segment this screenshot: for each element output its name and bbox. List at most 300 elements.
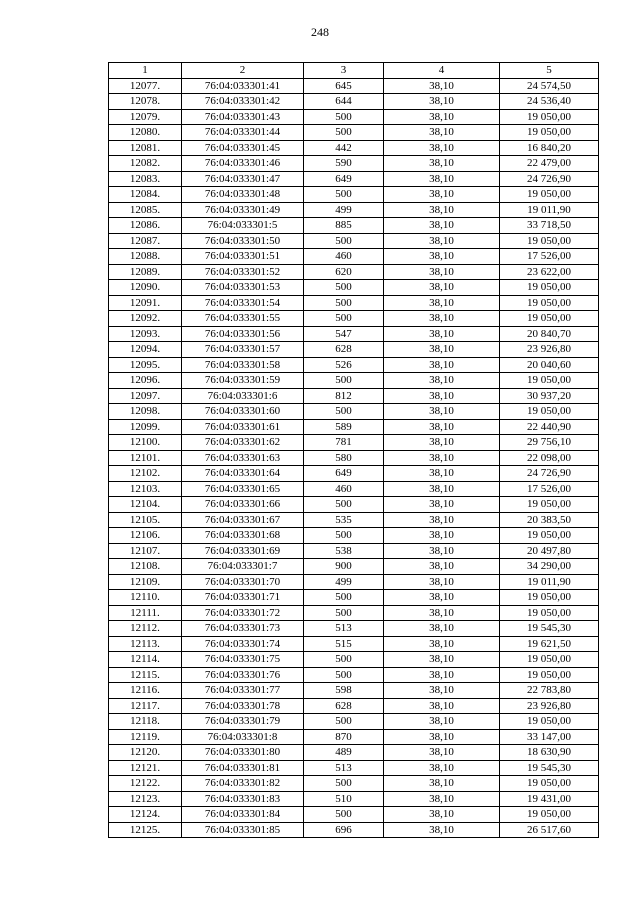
table-cell: 12089. <box>109 264 182 280</box>
table-cell: 12124. <box>109 807 182 823</box>
table-cell: 76:04:033301:77 <box>182 683 304 699</box>
table-row <box>109 187 599 203</box>
table-cell: 649 <box>304 466 384 482</box>
table-cell: 12088. <box>109 249 182 265</box>
table-row <box>109 94 599 110</box>
table-cell: 19 050,00 <box>500 125 599 141</box>
table-cell: 580 <box>304 450 384 466</box>
table-cell: 20 383,50 <box>500 512 599 528</box>
table-row <box>109 512 599 528</box>
table-cell: 12085. <box>109 202 182 218</box>
table-cell: 628 <box>304 342 384 358</box>
table-cell: 12119. <box>109 729 182 745</box>
table-row <box>109 404 599 420</box>
table-cell: 590 <box>304 156 384 172</box>
table-cell: 500 <box>304 404 384 420</box>
table-cell: 500 <box>304 125 384 141</box>
table-cell: 649 <box>304 171 384 187</box>
table-cell: 12093. <box>109 326 182 342</box>
table-cell: 23 622,00 <box>500 264 599 280</box>
table-cell: 38,10 <box>384 94 500 110</box>
table-cell: 500 <box>304 714 384 730</box>
table-cell: 38,10 <box>384 791 500 807</box>
table-cell: 12101. <box>109 450 182 466</box>
table-row <box>109 528 599 544</box>
table-cell: 23 926,80 <box>500 698 599 714</box>
table-cell: 38,10 <box>384 295 500 311</box>
table-cell: 499 <box>304 574 384 590</box>
table-cell: 500 <box>304 497 384 513</box>
table-cell: 781 <box>304 435 384 451</box>
table-cell: 500 <box>304 528 384 544</box>
table-row <box>109 109 599 125</box>
table-row <box>109 295 599 311</box>
table-cell: 38,10 <box>384 543 500 559</box>
table-cell: 38,10 <box>384 419 500 435</box>
table-cell: 12094. <box>109 342 182 358</box>
table-cell: 12104. <box>109 497 182 513</box>
table-cell: 19 050,00 <box>500 807 599 823</box>
table-row <box>109 450 599 466</box>
table-row <box>109 791 599 807</box>
table-cell: 76:04:033301:52 <box>182 264 304 280</box>
table-cell: 500 <box>304 373 384 389</box>
table-cell: 12115. <box>109 667 182 683</box>
table-cell: 76:04:033301:5 <box>182 218 304 234</box>
table-cell: 38,10 <box>384 481 500 497</box>
table-cell: 22 098,00 <box>500 450 599 466</box>
table-cell: 76:04:033301:78 <box>182 698 304 714</box>
table-cell: 38,10 <box>384 326 500 342</box>
table-cell: 12100. <box>109 435 182 451</box>
table-cell: 76:04:033301:71 <box>182 590 304 606</box>
table-row <box>109 760 599 776</box>
table-cell: 19 431,00 <box>500 791 599 807</box>
table-cell: 38,10 <box>384 652 500 668</box>
table-cell: 12099. <box>109 419 182 435</box>
table-cell: 12111. <box>109 605 182 621</box>
table-cell: 38,10 <box>384 388 500 404</box>
table-cell: 12103. <box>109 481 182 497</box>
table-row <box>109 435 599 451</box>
table-cell: 38,10 <box>384 156 500 172</box>
table-cell: 535 <box>304 512 384 528</box>
table-cell: 19 050,00 <box>500 280 599 296</box>
table-cell: 620 <box>304 264 384 280</box>
table-cell: 12122. <box>109 776 182 792</box>
table-cell: 885 <box>304 218 384 234</box>
table-cell: 19 621,50 <box>500 636 599 652</box>
table-cell: 12112. <box>109 621 182 637</box>
table-cell: 12106. <box>109 528 182 544</box>
table-cell: 76:04:033301:44 <box>182 125 304 141</box>
table-cell: 76:04:033301:50 <box>182 233 304 249</box>
table-cell: 19 545,30 <box>500 760 599 776</box>
table-cell: 38,10 <box>384 698 500 714</box>
table-cell: 19 545,30 <box>500 621 599 637</box>
table-cell: 38,10 <box>384 357 500 373</box>
table-cell: 38,10 <box>384 264 500 280</box>
table-cell: 19 050,00 <box>500 776 599 792</box>
table-row <box>109 156 599 172</box>
table-cell: 76:04:033301:68 <box>182 528 304 544</box>
table-row <box>109 636 599 652</box>
table-cell: 17 526,00 <box>500 249 599 265</box>
table-cell: 19 050,00 <box>500 404 599 420</box>
table-cell: 12120. <box>109 745 182 761</box>
table-cell: 12117. <box>109 698 182 714</box>
table-cell: 76:04:033301:51 <box>182 249 304 265</box>
table-cell: 76:04:033301:65 <box>182 481 304 497</box>
column-header: 2 <box>182 63 304 79</box>
table-cell: 12079. <box>109 109 182 125</box>
table-cell: 34 290,00 <box>500 559 599 575</box>
table-cell: 12083. <box>109 171 182 187</box>
table-cell: 500 <box>304 233 384 249</box>
table-cell: 38,10 <box>384 404 500 420</box>
column-header: 3 <box>304 63 384 79</box>
table-cell: 20 040,60 <box>500 357 599 373</box>
table-cell: 500 <box>304 590 384 606</box>
table-cell: 38,10 <box>384 574 500 590</box>
table-cell: 19 050,00 <box>500 233 599 249</box>
table-cell: 38,10 <box>384 559 500 575</box>
table-cell: 16 840,20 <box>500 140 599 156</box>
table-cell: 38,10 <box>384 187 500 203</box>
table-row <box>109 233 599 249</box>
table-cell: 38,10 <box>384 202 500 218</box>
table-cell: 76:04:033301:7 <box>182 559 304 575</box>
table-cell: 38,10 <box>384 512 500 528</box>
table-cell: 76:04:033301:72 <box>182 605 304 621</box>
table-cell: 500 <box>304 295 384 311</box>
table-cell: 38,10 <box>384 435 500 451</box>
table-cell: 20 497,80 <box>500 543 599 559</box>
table-cell: 598 <box>304 683 384 699</box>
table-cell: 12105. <box>109 512 182 528</box>
table-row <box>109 729 599 745</box>
table-cell: 38,10 <box>384 233 500 249</box>
table-cell: 19 050,00 <box>500 311 599 327</box>
table-cell: 644 <box>304 94 384 110</box>
table-cell: 12121. <box>109 760 182 776</box>
table-row <box>109 78 599 94</box>
table-cell: 628 <box>304 698 384 714</box>
table-cell: 26 517,60 <box>500 822 599 838</box>
table-cell: 22 440,90 <box>500 419 599 435</box>
table-cell: 19 050,00 <box>500 497 599 513</box>
table-cell: 500 <box>304 311 384 327</box>
table-cell: 76:04:033301:75 <box>182 652 304 668</box>
table-cell: 38,10 <box>384 590 500 606</box>
table-cell: 76:04:033301:49 <box>182 202 304 218</box>
table-cell: 19 050,00 <box>500 714 599 730</box>
table-cell: 812 <box>304 388 384 404</box>
table-row <box>109 342 599 358</box>
table-cell: 38,10 <box>384 497 500 513</box>
table-cell: 38,10 <box>384 621 500 637</box>
table-cell: 76:04:033301:67 <box>182 512 304 528</box>
table-cell: 76:04:033301:76 <box>182 667 304 683</box>
table-cell: 499 <box>304 202 384 218</box>
table-cell: 33 718,50 <box>500 218 599 234</box>
table-cell: 12091. <box>109 295 182 311</box>
table-cell: 12109. <box>109 574 182 590</box>
table-cell: 76:04:033301:48 <box>182 187 304 203</box>
table-cell: 76:04:033301:58 <box>182 357 304 373</box>
table-cell: 12081. <box>109 140 182 156</box>
table-cell: 76:04:033301:42 <box>182 94 304 110</box>
table-cell: 513 <box>304 760 384 776</box>
table-cell: 76:04:033301:57 <box>182 342 304 358</box>
table-cell: 500 <box>304 280 384 296</box>
table-row <box>109 497 599 513</box>
table-row <box>109 776 599 792</box>
table-cell: 23 926,80 <box>500 342 599 358</box>
table-row <box>109 714 599 730</box>
table-row <box>109 698 599 714</box>
table-cell: 76:04:033301:45 <box>182 140 304 156</box>
table-cell: 76:04:033301:61 <box>182 419 304 435</box>
table-cell: 12090. <box>109 280 182 296</box>
table-cell: 38,10 <box>384 311 500 327</box>
table-row <box>109 590 599 606</box>
table-row <box>109 543 599 559</box>
table-row <box>109 605 599 621</box>
table-row <box>109 264 599 280</box>
table-cell: 76:04:033301:64 <box>182 466 304 482</box>
table-cell: 38,10 <box>384 822 500 838</box>
table-cell: 38,10 <box>384 745 500 761</box>
table-cell: 500 <box>304 667 384 683</box>
table-cell: 500 <box>304 605 384 621</box>
table-cell: 76:04:033301:73 <box>182 621 304 637</box>
table-cell: 76:04:033301:6 <box>182 388 304 404</box>
table-row <box>109 419 599 435</box>
table-cell: 24 574,50 <box>500 78 599 94</box>
table-cell: 900 <box>304 559 384 575</box>
table-cell: 19 011,90 <box>500 574 599 590</box>
table-cell: 12097. <box>109 388 182 404</box>
table-cell: 38,10 <box>384 125 500 141</box>
table-row <box>109 202 599 218</box>
table-cell: 24 726,90 <box>500 171 599 187</box>
table-cell: 460 <box>304 249 384 265</box>
table-cell: 19 050,00 <box>500 667 599 683</box>
table-cell: 12102. <box>109 466 182 482</box>
table-cell: 76:04:033301:84 <box>182 807 304 823</box>
table-row <box>109 822 599 838</box>
table-cell: 12113. <box>109 636 182 652</box>
table-row <box>109 311 599 327</box>
table-cell: 19 050,00 <box>500 373 599 389</box>
table-cell: 38,10 <box>384 280 500 296</box>
table-cell: 76:04:033301:41 <box>182 78 304 94</box>
table-cell: 19 050,00 <box>500 528 599 544</box>
table-row <box>109 466 599 482</box>
table-cell: 19 050,00 <box>500 590 599 606</box>
table-cell: 29 756,10 <box>500 435 599 451</box>
table-cell: 500 <box>304 109 384 125</box>
table-cell: 76:04:033301:47 <box>182 171 304 187</box>
table-cell: 12123. <box>109 791 182 807</box>
table-row <box>109 140 599 156</box>
table-row <box>109 125 599 141</box>
table-row <box>109 388 599 404</box>
table-cell: 12114. <box>109 652 182 668</box>
table-cell: 76:04:033301:53 <box>182 280 304 296</box>
table-cell: 500 <box>304 776 384 792</box>
table-cell: 30 937,20 <box>500 388 599 404</box>
table-cell: 12098. <box>109 404 182 420</box>
table-row <box>109 683 599 699</box>
table-cell: 19 011,90 <box>500 202 599 218</box>
table-cell: 38,10 <box>384 140 500 156</box>
table-cell: 76:04:033301:43 <box>182 109 304 125</box>
table-cell: 500 <box>304 187 384 203</box>
table-cell: 76:04:033301:63 <box>182 450 304 466</box>
table-cell: 38,10 <box>384 218 500 234</box>
table-cell: 38,10 <box>384 528 500 544</box>
table-header-row <box>109 63 599 79</box>
table-cell: 12096. <box>109 373 182 389</box>
table-row <box>109 280 599 296</box>
table-cell: 513 <box>304 621 384 637</box>
table-cell: 12086. <box>109 218 182 234</box>
column-header: 4 <box>384 63 500 79</box>
table-row <box>109 667 599 683</box>
table-cell: 696 <box>304 822 384 838</box>
table-cell: 38,10 <box>384 807 500 823</box>
table-body <box>109 78 599 838</box>
table-cell: 20 840,70 <box>500 326 599 342</box>
table-cell: 17 526,00 <box>500 481 599 497</box>
table-cell: 12110. <box>109 590 182 606</box>
table-row <box>109 621 599 637</box>
table-cell: 76:04:033301:79 <box>182 714 304 730</box>
table-cell: 489 <box>304 745 384 761</box>
table-cell: 12125. <box>109 822 182 838</box>
table-cell: 12108. <box>109 559 182 575</box>
table-cell: 12107. <box>109 543 182 559</box>
table-cell: 38,10 <box>384 78 500 94</box>
table-cell: 19 050,00 <box>500 652 599 668</box>
page-number: 248 <box>311 25 329 39</box>
table-cell: 538 <box>304 543 384 559</box>
table-cell: 12082. <box>109 156 182 172</box>
table-cell: 76:04:033301:85 <box>182 822 304 838</box>
table-cell: 12118. <box>109 714 182 730</box>
table-row <box>109 574 599 590</box>
table-cell: 76:04:033301:8 <box>182 729 304 745</box>
table-cell: 12080. <box>109 125 182 141</box>
table-cell: 76:04:033301:59 <box>182 373 304 389</box>
table-cell: 38,10 <box>384 342 500 358</box>
table-cell: 38,10 <box>384 373 500 389</box>
table-cell: 515 <box>304 636 384 652</box>
table-cell: 76:04:033301:66 <box>182 497 304 513</box>
table-cell: 526 <box>304 357 384 373</box>
table-cell: 18 630,90 <box>500 745 599 761</box>
table-row <box>109 559 599 575</box>
table-cell: 12116. <box>109 683 182 699</box>
table-row <box>109 357 599 373</box>
table-cell: 76:04:033301:55 <box>182 311 304 327</box>
table-row <box>109 481 599 497</box>
table-cell: 38,10 <box>384 683 500 699</box>
table-cell: 12084. <box>109 187 182 203</box>
table-cell: 38,10 <box>384 109 500 125</box>
table-cell: 510 <box>304 791 384 807</box>
table-cell: 76:04:033301:81 <box>182 760 304 776</box>
data-table <box>108 62 599 838</box>
table-cell: 12077. <box>109 78 182 94</box>
table-cell: 12078. <box>109 94 182 110</box>
column-header: 1 <box>109 63 182 79</box>
table-cell: 38,10 <box>384 466 500 482</box>
table-cell: 547 <box>304 326 384 342</box>
column-header: 5 <box>500 63 599 79</box>
table-cell: 12092. <box>109 311 182 327</box>
table-cell: 12095. <box>109 357 182 373</box>
table-row <box>109 249 599 265</box>
table-cell: 38,10 <box>384 249 500 265</box>
table-row <box>109 745 599 761</box>
table-cell: 19 050,00 <box>500 295 599 311</box>
table-cell: 12087. <box>109 233 182 249</box>
table-cell: 38,10 <box>384 636 500 652</box>
table-cell: 76:04:033301:60 <box>182 404 304 420</box>
table-cell: 76:04:033301:80 <box>182 745 304 761</box>
table-cell: 76:04:033301:62 <box>182 435 304 451</box>
table-row <box>109 652 599 668</box>
table-row <box>109 373 599 389</box>
table-cell: 76:04:033301:56 <box>182 326 304 342</box>
table-cell: 38,10 <box>384 729 500 745</box>
table-cell: 24 536,40 <box>500 94 599 110</box>
table-cell: 442 <box>304 140 384 156</box>
table-cell: 645 <box>304 78 384 94</box>
table-cell: 500 <box>304 807 384 823</box>
table-cell: 38,10 <box>384 171 500 187</box>
table-cell: 38,10 <box>384 714 500 730</box>
table-cell: 76:04:033301:82 <box>182 776 304 792</box>
table-cell: 38,10 <box>384 776 500 792</box>
table-cell: 76:04:033301:83 <box>182 791 304 807</box>
table-cell: 460 <box>304 481 384 497</box>
table-row <box>109 218 599 234</box>
table-row <box>109 171 599 187</box>
table-row <box>109 807 599 823</box>
table-cell: 19 050,00 <box>500 605 599 621</box>
table-cell: 38,10 <box>384 760 500 776</box>
table-cell: 76:04:033301:70 <box>182 574 304 590</box>
table-cell: 22 479,00 <box>500 156 599 172</box>
table-cell: 19 050,00 <box>500 187 599 203</box>
table-cell: 500 <box>304 652 384 668</box>
table-cell: 33 147,00 <box>500 729 599 745</box>
table-cell: 76:04:033301:54 <box>182 295 304 311</box>
table-row <box>109 326 599 342</box>
table-cell: 22 783,80 <box>500 683 599 699</box>
table-cell: 76:04:033301:69 <box>182 543 304 559</box>
table-cell: 19 050,00 <box>500 109 599 125</box>
table-cell: 38,10 <box>384 450 500 466</box>
table-cell: 76:04:033301:74 <box>182 636 304 652</box>
table-cell: 38,10 <box>384 605 500 621</box>
table-cell: 870 <box>304 729 384 745</box>
table-cell: 24 726,90 <box>500 466 599 482</box>
